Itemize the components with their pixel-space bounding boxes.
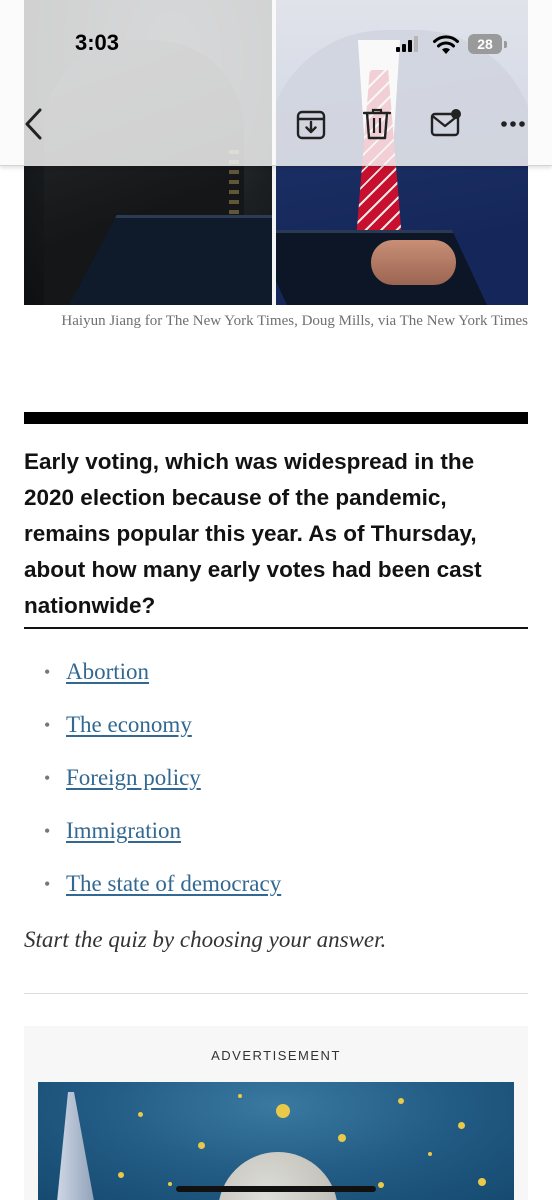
ad-creative-image[interactable] <box>38 1082 514 1200</box>
section-divider <box>24 993 528 994</box>
bullet-icon: • <box>44 662 51 682</box>
mail-toolbar <box>0 0 552 166</box>
bullet-icon: • <box>44 821 51 841</box>
wifi-icon <box>432 33 460 55</box>
quiz-option-link[interactable]: The economy <box>66 712 192 737</box>
bullet-icon: • <box>44 768 51 788</box>
home-indicator[interactable] <box>176 1186 376 1192</box>
quiz-options <box>24 652 528 917</box>
quiz-option <box>24 705 528 758</box>
quiz-option-link[interactable]: Abortion <box>66 659 150 684</box>
battery-icon: 28 <box>468 34 502 54</box>
ad-label: ADVERTISEMENT <box>211 1048 341 1063</box>
mail-unread-icon[interactable] <box>430 108 462 138</box>
quiz-option <box>24 758 528 811</box>
more-horizontal-icon[interactable] <box>500 120 526 128</box>
chevron-left-icon[interactable] <box>22 106 44 142</box>
quiz-option <box>24 811 528 864</box>
quiz-option <box>24 864 528 917</box>
quiz-top-rule <box>24 412 528 424</box>
quiz-option-link[interactable]: Foreign policy <box>66 765 201 790</box>
bullet-icon: • <box>44 715 51 735</box>
quiz-option-link[interactable]: Immigration <box>66 818 181 843</box>
quiz-divider <box>24 627 528 629</box>
trash-icon[interactable] <box>363 108 391 140</box>
quiz-question: Early voting, which was widespread in the 2020 election because of the pandemic, remains popular this year. As of Thursday, about how many early votes had been cast nationwide? <box>24 449 482 618</box>
quiz-option <box>24 652 528 705</box>
status-time: 3:03 <box>75 30 120 55</box>
quiz-option-link[interactable]: The state of democracy <box>66 871 282 896</box>
advertisement <box>24 1026 528 1200</box>
archive-icon[interactable] <box>296 110 326 140</box>
quiz-prompt: Start the quiz by choosing your answer. <box>24 927 387 952</box>
photo-caption: Haiyun Jiang for The New York Times, Doug Mills, via The New York Times <box>61 313 528 329</box>
cellular-signal-icon <box>396 36 422 52</box>
bullet-icon: • <box>44 874 51 894</box>
